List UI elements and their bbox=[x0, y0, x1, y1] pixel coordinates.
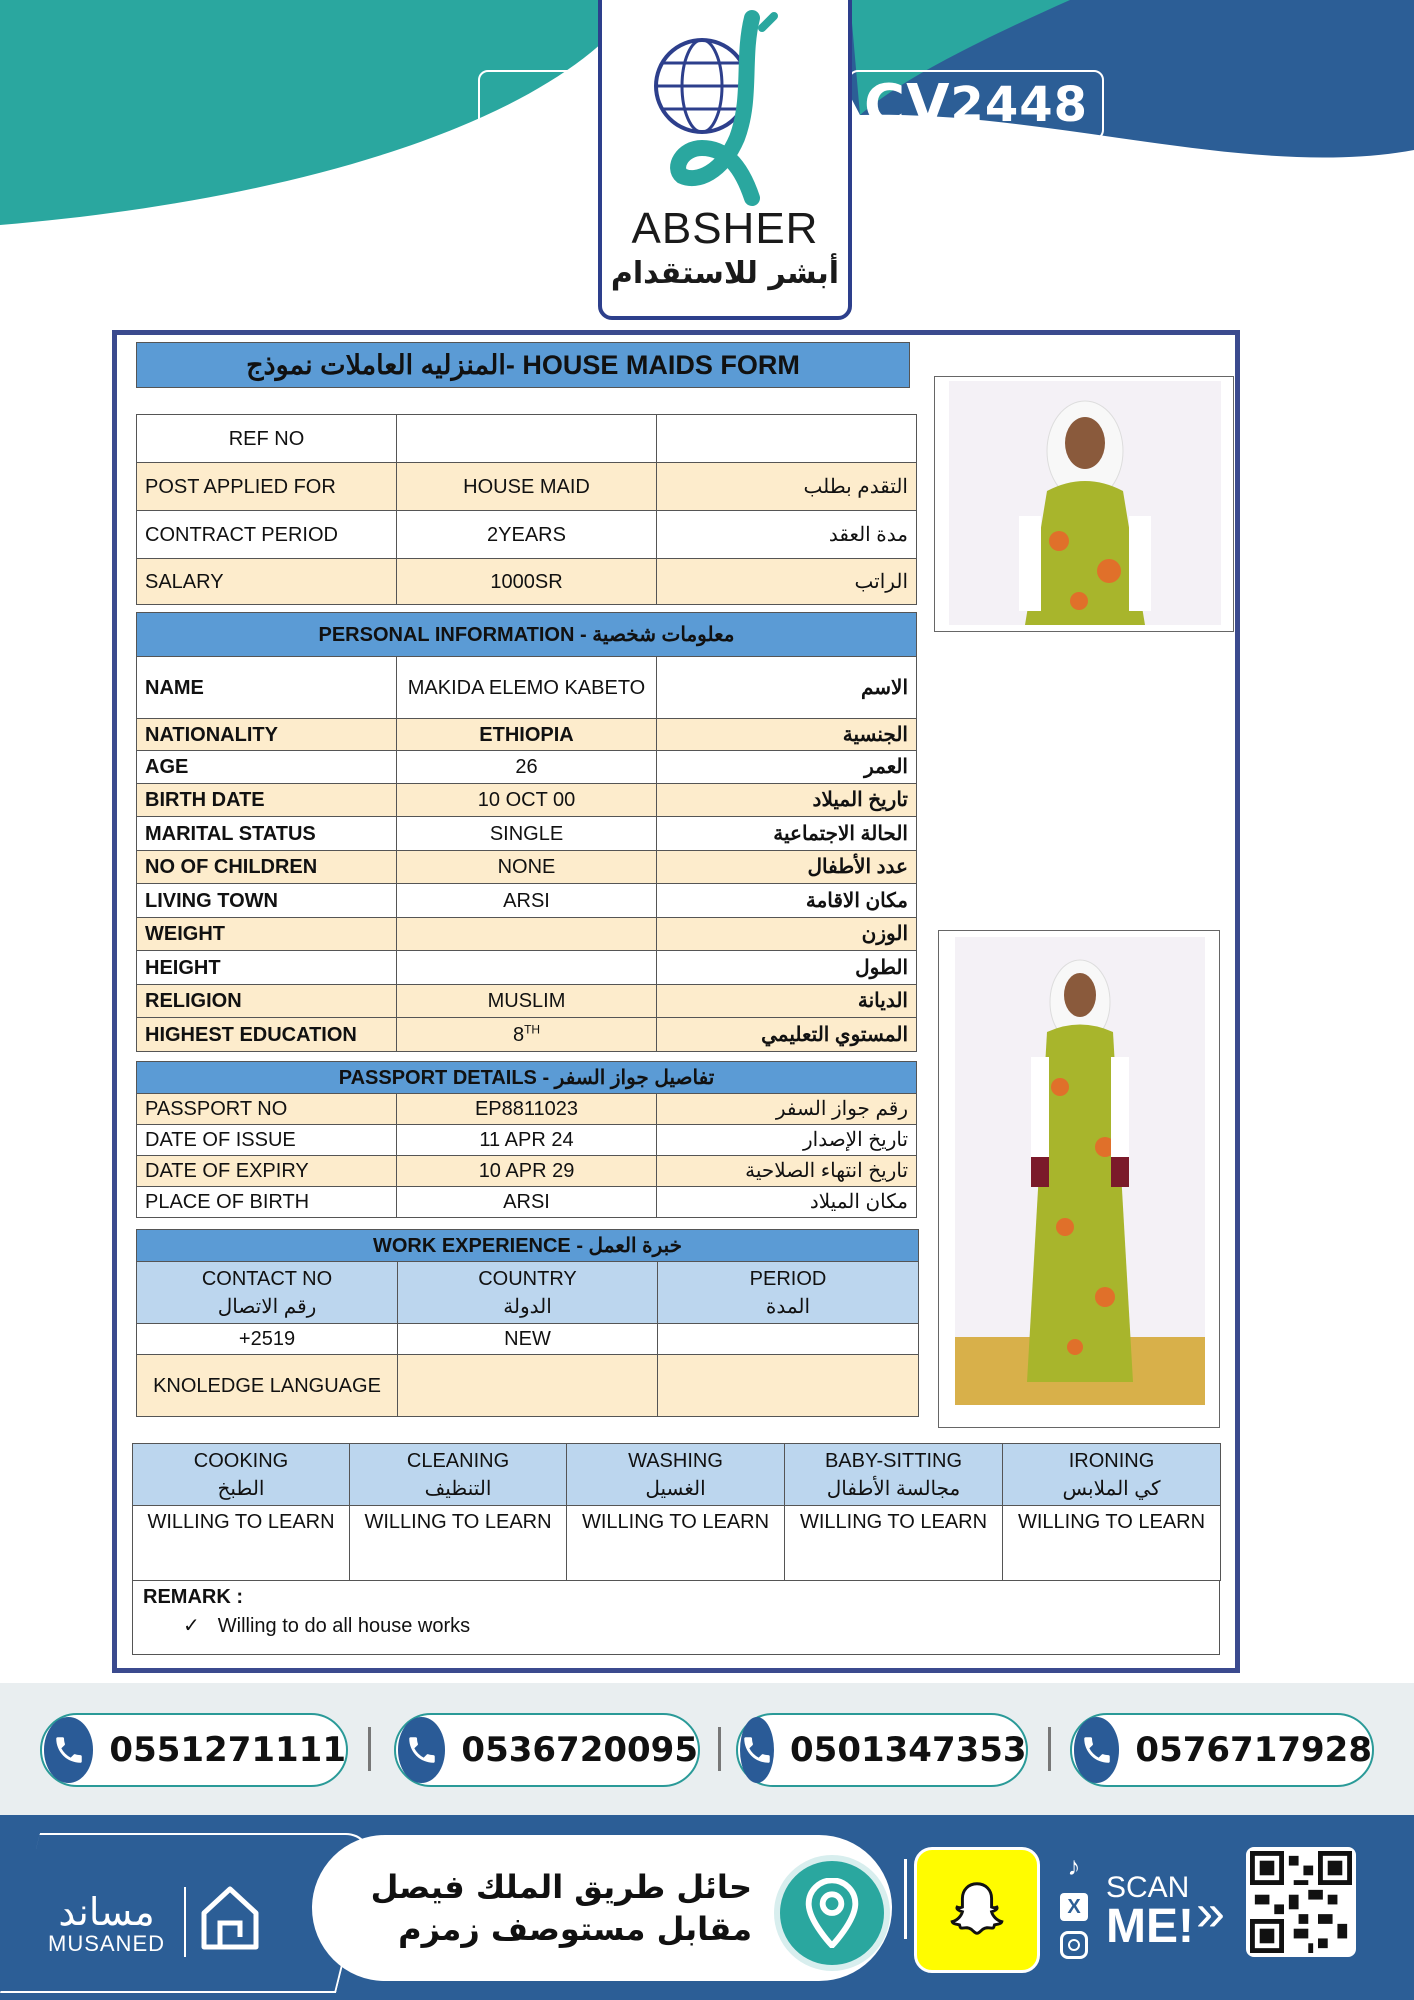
age-label: AGE bbox=[137, 751, 397, 784]
remark-item bbox=[183, 1613, 1209, 1638]
education-label-ar: المستوي التعليمي bbox=[657, 1018, 917, 1052]
phone-number: 0536720095 bbox=[461, 1730, 698, 1770]
phone-icon bbox=[1074, 1717, 1119, 1783]
section-header bbox=[137, 1062, 917, 1094]
table-row bbox=[133, 1506, 1221, 1581]
personal-info-table bbox=[136, 612, 917, 1052]
country-header-ar: الدولة bbox=[503, 1295, 552, 1318]
phone-contact[interactable] bbox=[40, 1713, 348, 1787]
address-line-2: مقابل مستوصف زمزم bbox=[398, 1909, 752, 1948]
logo-text-en: ABSHER bbox=[631, 204, 819, 253]
name-value: MAKIDA ELEMO KABETO bbox=[397, 657, 657, 719]
place-of-birth-label-ar: مكان الميلاد bbox=[657, 1187, 917, 1218]
personal-section-title: PERSONAL INFORMATION - معلومات شخصية bbox=[137, 613, 917, 657]
skills-table bbox=[132, 1443, 1221, 1581]
phone-number: 0501347353 bbox=[790, 1730, 1027, 1770]
age-label-ar: العمر bbox=[657, 751, 917, 784]
table-row bbox=[137, 719, 917, 751]
skill-header-cooking bbox=[133, 1444, 350, 1506]
table-header-row bbox=[137, 1262, 919, 1324]
period-value bbox=[658, 1324, 919, 1355]
language-extra bbox=[658, 1355, 919, 1417]
phone-icon bbox=[740, 1717, 774, 1783]
country-header-en: COUNTRY bbox=[478, 1267, 577, 1290]
education-grade: 8 bbox=[512, 1023, 525, 1046]
height-label-ar: الطول bbox=[657, 951, 917, 985]
phone-icon bbox=[398, 1717, 445, 1783]
full-body-photo-icon bbox=[955, 937, 1205, 1405]
language-label: KNOLEDGE LANGUAGE bbox=[137, 1355, 398, 1417]
language-value bbox=[398, 1355, 658, 1417]
table-row bbox=[137, 951, 917, 985]
period-header bbox=[658, 1262, 919, 1324]
skill-ar: كي الملابس bbox=[1062, 1477, 1161, 1500]
education-grade-suffix: TH bbox=[524, 1021, 541, 1036]
me-text: ME! bbox=[1106, 1900, 1194, 1953]
logo-text-ar: أبشر للاستقدام bbox=[610, 256, 840, 291]
table-row bbox=[137, 884, 917, 918]
height-label: HEIGHT bbox=[137, 951, 397, 985]
age-value: 26 bbox=[397, 751, 657, 784]
name-label-ar: الاسم bbox=[657, 657, 917, 719]
portrait-photo bbox=[949, 381, 1221, 625]
section-header bbox=[137, 613, 917, 657]
name-label: NAME bbox=[137, 657, 397, 719]
marital-status-label: MARITAL STATUS bbox=[137, 817, 397, 851]
skill-en: CLEANING bbox=[406, 1449, 510, 1472]
table-row bbox=[137, 1094, 917, 1125]
issue-date-value: 11 APR 24 bbox=[397, 1125, 657, 1156]
expiry-date-label-ar: تاريخ انتهاء الصلاحية bbox=[657, 1156, 917, 1187]
table-row bbox=[137, 918, 917, 951]
place-of-birth-label: PLACE OF BIRTH bbox=[137, 1187, 397, 1218]
passport-no-label: PASSPORT NO bbox=[137, 1094, 397, 1125]
skill-level-cleaning: WILLING TO LEARN bbox=[350, 1506, 567, 1581]
address-text bbox=[352, 1867, 752, 1950]
skill-ar: الطبخ bbox=[217, 1477, 265, 1500]
birth-date-label-ar: تاريخ الميلاد bbox=[657, 784, 917, 817]
tiktok-icon[interactable]: ♪ bbox=[1067, 1851, 1081, 1881]
logo-emblem-icon bbox=[602, 0, 856, 208]
snapchat-icon[interactable] bbox=[914, 1847, 1040, 1973]
skill-en: BABY-SITTING bbox=[824, 1449, 963, 1472]
education-value bbox=[397, 1018, 657, 1052]
living-town-label-ar: مكان الاقامة bbox=[657, 884, 917, 918]
passport-table bbox=[136, 1061, 917, 1218]
table-row bbox=[137, 751, 917, 784]
children-value: NONE bbox=[397, 851, 657, 884]
cv-number: 2448 bbox=[950, 77, 1089, 133]
table-row bbox=[137, 511, 917, 559]
portrait-photo-frame bbox=[934, 376, 1234, 632]
form-title: المنزليه العاملات نموذج- HOUSE MAIDS FORM bbox=[136, 342, 910, 388]
instagram-icon[interactable] bbox=[1060, 1931, 1088, 1959]
religion-label-ar: الديانة bbox=[657, 985, 917, 1018]
table-row bbox=[137, 1125, 917, 1156]
nationality-label-ar: الجنسية bbox=[657, 719, 917, 751]
table-row bbox=[137, 1355, 919, 1417]
check-icon: ✓ bbox=[183, 1615, 200, 1637]
place-of-birth-value: ARSI bbox=[397, 1187, 657, 1218]
full-body-photo-frame bbox=[938, 930, 1220, 1428]
code-letter: A bbox=[537, 82, 569, 128]
divider bbox=[718, 1727, 721, 1771]
marital-status-value: SINGLE bbox=[397, 817, 657, 851]
skill-en: IRONING bbox=[1068, 1449, 1155, 1472]
contract-label-ar: مدة العقد bbox=[657, 511, 917, 559]
table-row bbox=[137, 1324, 919, 1355]
contact-no-header-ar: رقم الاتصال bbox=[217, 1295, 317, 1318]
ref-no-label: REF NO bbox=[137, 415, 397, 463]
expiry-date-value: 10 APR 29 bbox=[397, 1156, 657, 1187]
table-row bbox=[137, 1156, 917, 1187]
skill-header-babysitting bbox=[785, 1444, 1003, 1506]
address-line-1: حائل طريق الملك فيصل bbox=[370, 1868, 752, 1906]
skill-header-ironing bbox=[1003, 1444, 1221, 1506]
height-value bbox=[397, 951, 657, 985]
contract-label: CONTRACT PERIOD bbox=[137, 511, 397, 559]
skill-level-washing: WILLING TO LEARN bbox=[567, 1506, 785, 1581]
remark-label: REMARK : bbox=[143, 1586, 243, 1608]
house-icon bbox=[198, 1883, 262, 1953]
table-header-row bbox=[133, 1444, 1221, 1506]
skill-en: WASHING bbox=[628, 1449, 723, 1472]
post-label: POST APPLIED FOR bbox=[137, 463, 397, 511]
passport-no-value: EP8811023 bbox=[397, 1094, 657, 1125]
expiry-date-label: DATE OF EXPIRY bbox=[137, 1156, 397, 1187]
education-label: HIGHEST EDUCATION bbox=[137, 1018, 397, 1052]
nationality-label: NATIONALITY bbox=[137, 719, 397, 751]
period-header-en: PERIOD bbox=[749, 1267, 827, 1290]
contact-no-value: +2519 bbox=[137, 1324, 398, 1355]
table-row bbox=[137, 784, 917, 817]
skill-ar: التنظيف bbox=[424, 1477, 492, 1500]
period-header-ar: المدة bbox=[765, 1295, 811, 1318]
table-row bbox=[137, 1187, 917, 1218]
passport-section-title: PASSPORT DETAILS - تفاصيل جواز السفر bbox=[137, 1062, 917, 1094]
phone-contact[interactable] bbox=[394, 1713, 700, 1787]
portrait-photo-icon bbox=[949, 381, 1221, 625]
musaned-ar: مساند bbox=[58, 1890, 155, 1934]
post-details-table bbox=[136, 414, 917, 605]
phone-contact[interactable] bbox=[1070, 1713, 1374, 1787]
footer bbox=[0, 1815, 1414, 2000]
issue-date-label-ar: تاريخ الإصدار bbox=[657, 1125, 917, 1156]
passport-no-label-ar: رقم جواز السفر bbox=[657, 1094, 917, 1125]
skill-en: COOKING bbox=[193, 1449, 289, 1472]
remark-box bbox=[132, 1580, 1220, 1655]
chevron-right-icon: » bbox=[1196, 1884, 1225, 1942]
scan-text: SCAN bbox=[1106, 1871, 1190, 1904]
country-header bbox=[398, 1262, 658, 1324]
remark-text: Willing to do all house works bbox=[217, 1615, 471, 1637]
skill-level-ironing: WILLING TO LEARN bbox=[1003, 1506, 1221, 1581]
living-town-value: ARSI bbox=[397, 884, 657, 918]
scan-me-label bbox=[1106, 1873, 1194, 1951]
table-row bbox=[137, 559, 917, 605]
living-town-label: LIVING TOWN bbox=[137, 884, 397, 918]
phone-number: 0551271111 bbox=[109, 1730, 346, 1770]
post-label-ar: التقدم بطلب bbox=[657, 463, 917, 511]
full-body-photo bbox=[955, 937, 1205, 1405]
country-value: NEW bbox=[398, 1324, 658, 1355]
table-row bbox=[137, 657, 917, 719]
table-row bbox=[137, 1018, 917, 1052]
phone-icon bbox=[44, 1717, 93, 1783]
x-icon[interactable]: X bbox=[1060, 1893, 1088, 1921]
contact-no-header bbox=[137, 1262, 398, 1324]
table-row bbox=[137, 463, 917, 511]
birth-date-label: BIRTH DATE bbox=[137, 784, 397, 817]
phone-contact[interactable] bbox=[736, 1713, 1028, 1787]
absher-logo bbox=[598, 0, 852, 320]
religion-label: RELIGION bbox=[137, 985, 397, 1018]
skill-header-cleaning bbox=[350, 1444, 567, 1506]
qr-code-icon[interactable] bbox=[1246, 1847, 1356, 1957]
table-row bbox=[137, 415, 917, 463]
children-label-ar: عدد الأطفال bbox=[657, 851, 917, 884]
skill-level-babysitting: WILLING TO LEARN bbox=[785, 1506, 1003, 1581]
phone-number: 0576717928 bbox=[1135, 1730, 1372, 1770]
religion-value: MUSLIM bbox=[397, 985, 657, 1018]
salary-value: 1000SR bbox=[397, 559, 657, 605]
musaned-en: MUSANED bbox=[48, 1931, 166, 1956]
musaned-logo[interactable] bbox=[48, 1890, 166, 1957]
work-section-title: WORK EXPERIENCE - خبرة العمل bbox=[137, 1230, 919, 1262]
marital-status-label-ar: الحالة الاجتماعية bbox=[657, 817, 917, 851]
contact-no-header-en: CONTACT NO bbox=[201, 1267, 333, 1290]
weight-label: WEIGHT bbox=[137, 918, 397, 951]
divider bbox=[184, 1887, 186, 1957]
salary-label: SALARY bbox=[137, 559, 397, 605]
post-value: HOUSE MAID bbox=[397, 463, 657, 511]
skill-level-cooking: WILLING TO LEARN bbox=[133, 1506, 350, 1581]
weight-value bbox=[397, 918, 657, 951]
work-experience-table bbox=[136, 1229, 919, 1417]
table-row bbox=[137, 817, 917, 851]
cv-prefix: CV bbox=[863, 72, 951, 138]
divider bbox=[368, 1727, 371, 1771]
ref-no-value bbox=[397, 415, 657, 463]
cv-code-badge bbox=[848, 70, 1104, 140]
issue-date-label: DATE OF ISSUE bbox=[137, 1125, 397, 1156]
divider bbox=[1048, 1727, 1051, 1771]
location-pin-icon[interactable] bbox=[774, 1855, 890, 1971]
weight-label-ar: الوزن bbox=[657, 918, 917, 951]
birth-date-value: 10 OCT 00 bbox=[397, 784, 657, 817]
skill-ar: مجالسة الأطفال bbox=[826, 1477, 961, 1500]
table-row bbox=[137, 851, 917, 884]
salary-label-ar: الراتب bbox=[657, 559, 917, 605]
skill-ar: الغسيل bbox=[645, 1477, 706, 1500]
children-label: NO OF CHILDREN bbox=[137, 851, 397, 884]
nationality-value: ETHIOPIA bbox=[397, 719, 657, 751]
divider bbox=[904, 1859, 907, 1939]
table-row bbox=[137, 985, 917, 1018]
contract-value: 2YEARS bbox=[397, 511, 657, 559]
ref-no-label-ar bbox=[657, 415, 917, 463]
section-header bbox=[137, 1230, 919, 1262]
skill-header-washing bbox=[567, 1444, 785, 1506]
